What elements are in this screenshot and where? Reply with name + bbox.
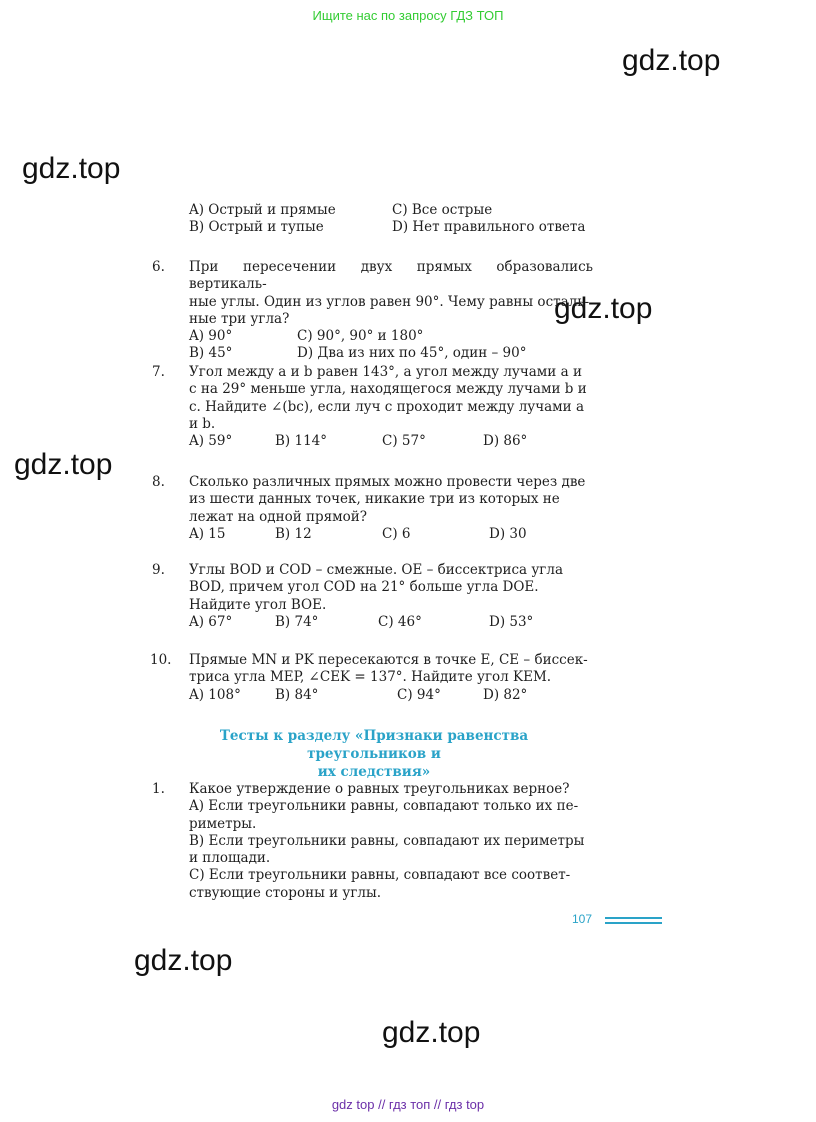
- answer-line: C) Если треугольники равны, совпадают все соответ-: [189, 867, 571, 884]
- option-c: C) 90°, 90° и 180°: [297, 328, 424, 345]
- question-line: Угол между a и b равен 143°, а угол между лучами a и: [189, 364, 582, 380]
- option-c: C) 46°: [378, 613, 422, 630]
- page-rule: [605, 922, 662, 924]
- section-title: [166, 727, 582, 781]
- question-number: 6.: [152, 259, 165, 275]
- question-line: лежат на одной прямой?: [189, 508, 368, 525]
- watermark: gdz.top: [554, 292, 653, 325]
- option-a: A) 90°: [189, 328, 233, 345]
- footer-links[interactable]: gdz top // гдз топ // гдз top: [331, 1097, 485, 1112]
- watermark: gdz.top: [622, 44, 721, 77]
- question-line: Сколько различных прямых можно провести через две: [189, 474, 586, 490]
- option-d: D) 53°: [489, 613, 534, 630]
- question-line: Найдите угол BOE.: [189, 596, 327, 613]
- option-b: B) Острый и тупые: [189, 219, 324, 236]
- question-line: ные три угла?: [189, 310, 290, 327]
- option-c: C) 94°: [397, 686, 441, 703]
- question-number: 10.: [150, 652, 172, 668]
- answer-line: и площади.: [189, 850, 271, 867]
- option-b: B) 12: [275, 525, 312, 542]
- watermark: gdz.top: [14, 448, 113, 481]
- option-a: A) 15: [189, 525, 226, 542]
- question-8: [189, 474, 593, 543]
- option-d: D) Два из них по 45°, один – 90°: [297, 345, 527, 362]
- question-line: и b.: [189, 415, 216, 432]
- watermark: gdz.top: [382, 1016, 481, 1049]
- section-question-1: [189, 781, 593, 902]
- question-line: BOD, причем угол COD на 21° больше угла DOE.: [189, 579, 539, 596]
- answer-line: B) Если треугольники равны, совпадают их периметры: [189, 832, 585, 849]
- answer-line: риметры.: [189, 815, 257, 832]
- question-line: ные углы. Один из углов равен 90°. Чему равны осталь-: [189, 293, 590, 310]
- question-line: c. Найдите ∠(bc), если луч c проходит между лучами a: [189, 398, 585, 415]
- question-line: При пересечении двух прямых образовались вертикаль-: [189, 259, 593, 293]
- option-c: C) Все острые: [392, 202, 493, 218]
- question-5-options: [189, 202, 593, 237]
- question-line: триса угла MEP, ∠CEK = 137°. Найдите угол KEM.: [189, 669, 552, 686]
- option-a: A) Острый и прямые: [189, 202, 336, 218]
- option-a: A) 59°: [189, 433, 233, 450]
- question-line: из шести данных точек, никакие три из которых не: [189, 491, 560, 508]
- section-title-line: их следствия»: [317, 764, 431, 780]
- question-number: 1.: [152, 781, 165, 797]
- question-number: 8.: [152, 474, 165, 490]
- option-d: D) 82°: [483, 686, 528, 703]
- question-number: 9.: [152, 562, 165, 578]
- page-number: 107: [572, 912, 593, 926]
- option-b: B) 84°: [275, 686, 319, 703]
- question-10: [189, 652, 593, 704]
- option-c: C) 6: [382, 525, 411, 542]
- section-title-line: Тесты к разделу «Признаки равенства треугольников и: [219, 728, 529, 762]
- watermark: gdz.top: [22, 152, 121, 185]
- question-6: [189, 259, 593, 363]
- answer-line: ствующие стороны и углы.: [189, 884, 382, 901]
- question-number: 7.: [152, 364, 165, 380]
- page-rule: [605, 917, 662, 919]
- option-a: A) 108°: [189, 686, 241, 703]
- option-b: B) 114°: [275, 433, 327, 450]
- question-9: [189, 562, 593, 631]
- option-d: D) 30: [489, 525, 527, 542]
- option-d: D) 86°: [483, 433, 528, 450]
- option-a: A) 67°: [189, 613, 233, 630]
- option-b: B) 45°: [189, 345, 233, 362]
- question-7: [189, 364, 593, 450]
- search-banner[interactable]: Ищите нас по запросу ГДЗ ТОП: [312, 8, 504, 23]
- question-line: Прямые MN и PK пересекаются в точке E, CE – биссек-: [189, 652, 588, 668]
- question-line: Углы BOD и COD – смежные. OE – биссектриса угла: [189, 562, 563, 578]
- answer-line: A) Если треугольники равны, совпадают только их пе-: [189, 798, 579, 815]
- option-c: C) 57°: [382, 433, 426, 450]
- watermark: gdz.top: [134, 944, 233, 977]
- question-line: c на 29° меньше угла, находящегося между лучами b и: [189, 381, 587, 398]
- option-b: B) 74°: [275, 613, 319, 630]
- question-line: Какое утверждение о равных треугольниках верное?: [189, 781, 570, 797]
- option-d: D) Нет правильного ответа: [392, 219, 586, 236]
